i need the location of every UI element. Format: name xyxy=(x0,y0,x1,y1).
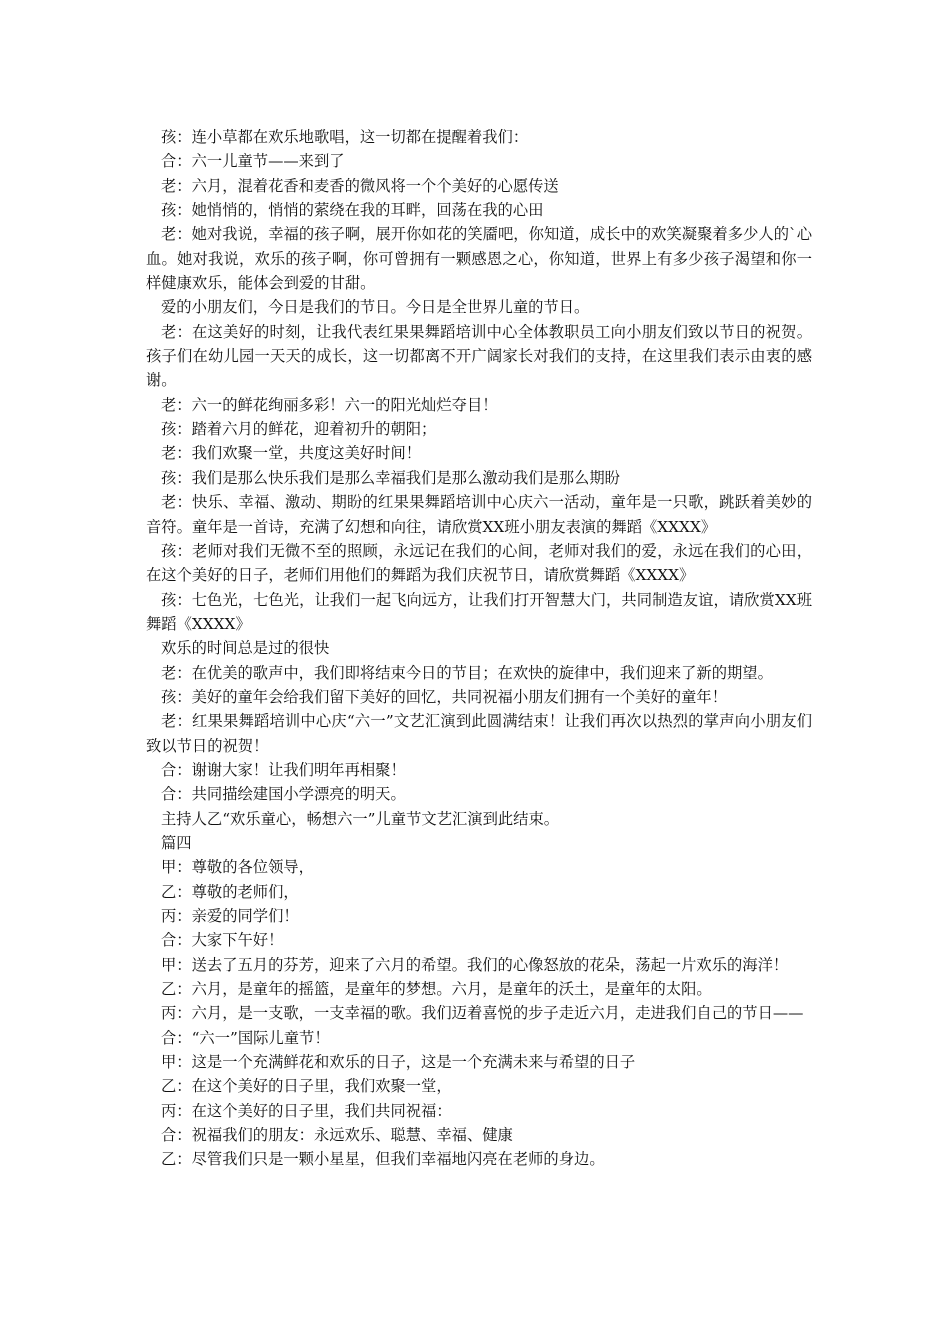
paragraph: 乙：尊敬的老师们， xyxy=(161,882,299,901)
paragraph: 孩：她悄悄的，悄悄的萦绕在我的耳畔，回荡在我的心田 xyxy=(161,201,544,220)
paragraph: 老：我们欢聚一堂，共度这美好时间！ xyxy=(161,444,422,463)
paragraph: 甲：尊敬的各位领导， xyxy=(161,858,314,877)
paragraph: 老：快乐、幸福、激动、期盼的红果果舞蹈培训中心庆六一活动，童年是一只歌，跳跃着美妙的音符。童年是一首诗，充满了幻想和向往，请欣赏XX班小朋友表演的舞蹈《XXXX》 xyxy=(146,493,812,536)
paragraph: 丙：亲爱的同学们！ xyxy=(161,907,299,925)
paragraph: 乙：在这个美好的日子里，我们欢聚一堂， xyxy=(161,1077,452,1096)
paragraph: 乙：六月，是童年的摇篮，是童年的梦想。六月，是童年的沃土，是童年的太阳。 xyxy=(161,980,712,999)
document-body xyxy=(146,125,812,1172)
paragraph: 孩：踏着六月的鲜花，迎着初升的朝阳； xyxy=(161,420,437,439)
paragraph: 主持人乙“欢乐童心，畅想六一”儿童节文艺汇演到此结束。 xyxy=(161,809,560,828)
paragraph: 合：“六一”国际儿童节！ xyxy=(161,1028,330,1047)
paragraph: 老：红果果舞蹈培训中心庆“六一”文艺汇演到此圆满结束！让我们再次以热烈的掌声向小朋友们致以节日的祝贺！ xyxy=(146,712,812,755)
paragraph: 丙：在这个美好的日子里，我们共同祝福： xyxy=(161,1101,452,1120)
paragraph: 老：六一的鲜花绚丽多彩！六一的阳光灿烂夺目！ xyxy=(161,395,498,414)
paragraph: 老：在优美的歌声中，我们即将结束今日的节目；在欢快的旋律中，我们迎来了新的期望。 xyxy=(161,663,773,682)
paragraph: 老：六月，混着花香和麦香的微风将一个个美好的心愿传送 xyxy=(161,176,559,195)
paragraph: 老：她对我说，幸福的孩子啊，展开你如花的笑靥吧，你知道，成长中的欢笑凝聚着多少人的`心血。她对我说，欢乐的孩子啊，你可曾拥有一颗感恩之心，你知道，世界上有多少孩子渴望和你一样健康欢乐，能体会到爱的甘甜。 xyxy=(146,225,812,293)
paragraph: 欢乐的时间总是过的很快 xyxy=(161,639,330,658)
paragraph: 孩：美好的童年会给我们留下美好的回忆，共同祝福小朋友们拥有一个美好的童年！ xyxy=(161,687,727,706)
paragraph: 孩：我们是那么快乐我们是那么幸福我们是那么激动我们是那么期盼 xyxy=(161,468,620,487)
paragraph: 孩：连小草都在欢乐地歌唱，这一切都在提醒着我们： xyxy=(161,128,529,146)
paragraph: 孩：老师对我们无微不至的照顾，永远记在我们的心间，老师对我们的爱，永远在我们的心田，在这个美好的日子，老师们用他们的舞蹈为我们庆祝节日，请欣赏舞蹈《XXXX》 xyxy=(146,541,812,585)
paragraph: 甲：送去了五月的芬芳，迎来了六月的希望。我们的心像怒放的花朵，荡起一片欢乐的海洋！ xyxy=(161,955,789,974)
section-heading: 篇四 xyxy=(161,833,192,852)
paragraph: 孩：七色光，七色光，让我们一起飞向远方，让我们打开智慧大门，共同制造友谊，请欣赏XX班舞蹈《XXXX》 xyxy=(146,590,812,633)
paragraph: 老：在这美好的时刻，让我代表红果果舞蹈培训中心全体教职员工向小朋友们致以节日的祝贺。孩子们在幼儿园一天天的成长，这一切都离不开广阔家长对我们的支持，在这里我们表示由衷的感谢。 xyxy=(146,322,812,390)
paragraph: 合：六一儿童节——来到了 xyxy=(161,152,345,171)
paragraph: 乙：尽管我们只是一颗小星星，但我们幸福地闪亮在老师的身边。 xyxy=(161,1150,605,1169)
paragraph: 合：谢谢大家！让我们明年再相聚！ xyxy=(161,760,406,779)
paragraph: 合：共同描绘建国小学漂亮的明天。 xyxy=(161,785,406,804)
paragraph: 丙：六月，是一支歌，一支幸福的歌。我们迈着喜悦的步子走近六月，走进我们自己的节日—— xyxy=(161,1004,804,1023)
paragraph: 爱的小朋友们，今日是我们的节日。今日是全世界儿童的节日。 xyxy=(161,298,590,317)
paragraph: 合：大家下午好！ xyxy=(161,931,284,950)
paragraph: 合：祝福我们的朋友：永远欢乐、聪慧、幸福、健康 xyxy=(161,1126,513,1145)
paragraph: 甲：这是一个充满鲜花和欢乐的日子，这是一个充满未来与希望的日子 xyxy=(161,1053,636,1072)
